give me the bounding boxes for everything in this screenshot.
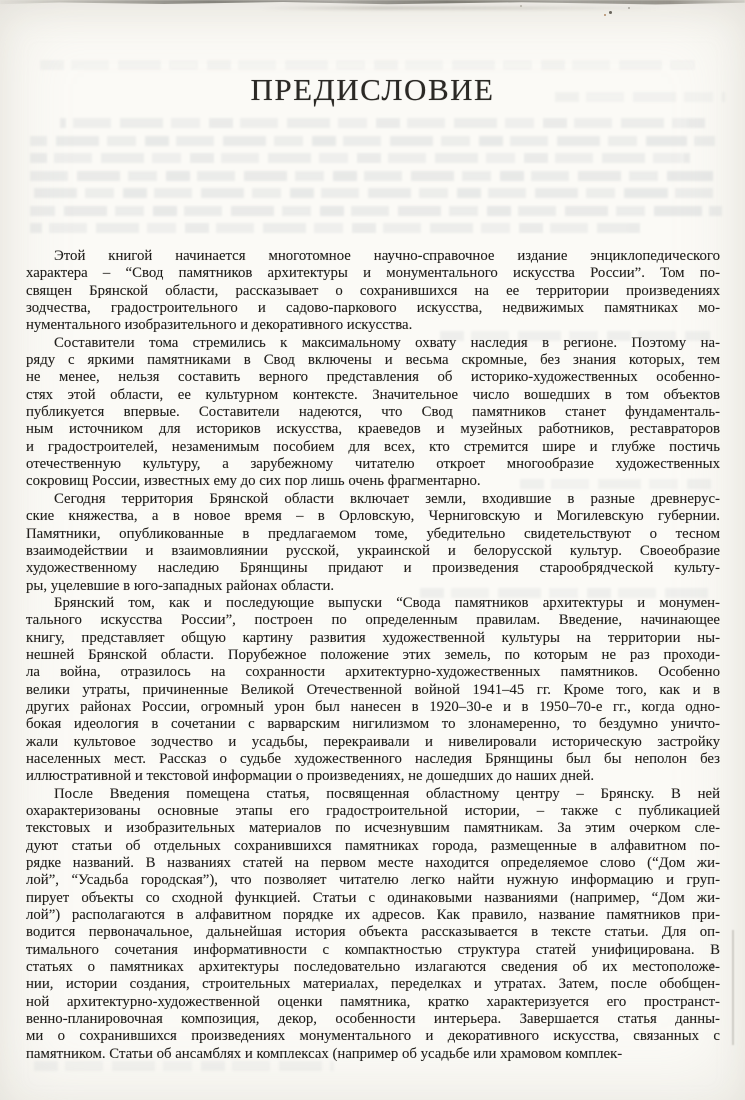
text-line: статьях о памятниках архитектуры последовательно излагаются сведения об их местоположе- [26,959,720,976]
paragraph [26,595,720,786]
text-line: взаимодействии и взаимовлиянии русской, украинской и белорусской культур. Своеобразие [26,542,720,559]
bleedthrough-line [30,153,690,163]
text-line: нументального изобразительного и декоративного искусства. [26,317,413,334]
preface-body [26,248,720,1063]
text-line: тимального сочетания информативности с компактностью структура статей унифицирована. В [26,941,720,958]
scan-artifact-top-wisp [260,6,660,10]
text-line: текстовых и изобразительных материалов по исчезнувшим памятникам. За этим очерком сле- [26,820,720,837]
text-line: ряду с яркими памятниками в Свод включены и весьма скромные, без знания которых, тем [26,352,720,369]
scan-speck [520,5,522,7]
text-line: публикуется впервые. Составители надеются, что Свод памятников станет фундаменталь- [26,404,720,421]
text-line: иллюстративной и текстовой информации о произведениях, не дошедших до наших дней. [26,768,595,785]
text-line: Сегодня территория Брянской области включает земли, входившие в разные древнерус- [54,490,720,507]
text-line: священ Брянской области, рассказывает о сохранившихся на ее территории произведениях [26,282,720,299]
page-title: ПРЕДИСЛОВИЕ [250,72,495,107]
text-line: стях этой области, ее культурном контексте. Значительное число вошедших в том объектов [26,386,720,403]
text-line: ские княжества, а в новое время – в Орловскую, Черниговскую и Могилевскую губернии. [26,508,720,525]
text-line: пирует объекты со сходной функцией. Статьи с одинаковыми названиями (например, “Дом жи- [26,889,720,906]
bleedthrough-line [40,60,695,70]
paragraph [26,786,720,1064]
text-line: ры, уцелевшие в юго-западных районах области. [26,577,335,594]
text-line: памятником. Статьи об ансамблях и комплексах (например об усадьбе или храмовом комплек- [26,1045,623,1062]
text-line: нии, истории создания, строительных материалах, переделках и утратах. Затем, после обобщен- [26,976,720,993]
text-line: велики утраты, причиненные Великой Отечественной войной 1941–45 гг. Кроме того, как и в [26,681,720,698]
text-line: жали культовое зодчество и усадьбы, перекраивали и нивелировали историческую застройку [26,733,720,750]
bleedthrough-line [555,92,725,102]
text-line: Брянский том, как и последующие выпуски “Свода памятников архитектуры и монумен- [54,594,720,611]
text-line: венно-планировочная композиция, декор, особенности интерьера. Завершается статья данны- [26,1011,720,1028]
text-line: лой”) располагаются в алфавитном порядке их адресов. Как правило, название памятников при- [26,907,720,924]
scan-speck [604,14,606,16]
text-line: После Введения помещена статья, посвященная областному центру – Брянску. В ней [54,785,720,802]
text-line: тального искусства России”, построен по определенным правилам. Введение, начинающее [26,612,720,629]
text-line: лой”, “Усадьба городская”), что позволяет читателю легко найти нужную информацию и груп- [26,872,720,889]
text-line: не менее, нельзя составить верного представления об историко-художественных особенно- [26,369,720,386]
text-line: охарактеризованы основные этапы его градостроительной истории, – также с публикацией [26,803,720,819]
text-line: художественному наследию Брянщины придают и произведения старообрядческой культу- [26,560,720,577]
text-line: зодчества, градостроительного и садово-паркового искусства, недвижимых памятниках мо- [26,300,720,317]
text-line: Составители тома стремились к максимальному охвату наследия в регионе. Поэтому на- [54,334,720,351]
text-line: водится первоначальное, дальнейшая история объекта рассказывается в тексте статьи. Для оп- [26,924,720,941]
paragraph [26,248,720,335]
bleedthrough-line [60,118,705,128]
scan-artifact-edge-line [732,930,734,1045]
text-line: населенных мест. Рассказ о судьбе художественного наследия Брянщины был бы неполон без [26,750,720,767]
text-line: сокровищ России, известных ему до сих пор лишь очень фрагментарно. [26,473,481,490]
paragraph [26,491,720,595]
text-line: и градостроителей, незаменимым пособием для всех, кто стремится шире и глубже постичь [26,438,720,455]
bleedthrough-line [30,206,722,216]
text-line: других районах России, огромный урон был нанесен в 1920–30-е и в 1950–70-е гг., когда одно- [26,698,720,715]
bleedthrough-line [30,223,640,233]
scan-speck [609,11,612,14]
text-line: дуют статьи об отдельных сохранившихся памятниках города, размещенные в алфавитном по- [26,837,720,854]
text-line: ла война, отразилось на сохранности архитектурно-художественных памятников. Особенно [26,664,720,681]
scan-speck [628,7,630,9]
text-line: рядке названий. В названиях статей на первом месте находится определяемое слово (“Дом жи- [26,855,720,872]
text-line: ным источником для историков искусства, краеведов и музейных работников, реставраторов [26,421,720,438]
text-line: бокая идеология в сочетании с варварским нигилизмом то злонамеренно, то бездумно уничто- [26,716,720,733]
text-line: Этой книгой начинается многотомное научно-справочное издание энциклопедического [54,248,720,264]
text-line: ми о сохранившихся произведениях монументального и декоративного искусства, связанных с [26,1028,720,1045]
text-line: ной архитектурно-художественной оценки памятника, кратко характеризуется его пространст- [26,993,720,1010]
text-line: характера – “Свод памятников архитектуры и монументального искусства России”. Том по- [26,265,720,282]
bleedthrough-line [30,136,715,146]
paragraph [26,335,720,491]
scan-artifact-top-edge [0,0,745,5]
bleedthrough-line [30,188,718,198]
text-line: книгу, представляет общую картину развития художественной культуры на территории ны- [26,629,720,646]
text-line: нешней Брянской области. Порубежное положение этих земель, по которым не раз проходи- [26,646,720,663]
text-line: Памятники, опубликованные в предлагаемом томе, убедительно свидетельствуют о тесном [26,525,720,542]
bleedthrough-line [30,171,720,181]
text-line: отечественную культуру, а зарубежному читателю откроет многообразие художественных [26,456,720,473]
